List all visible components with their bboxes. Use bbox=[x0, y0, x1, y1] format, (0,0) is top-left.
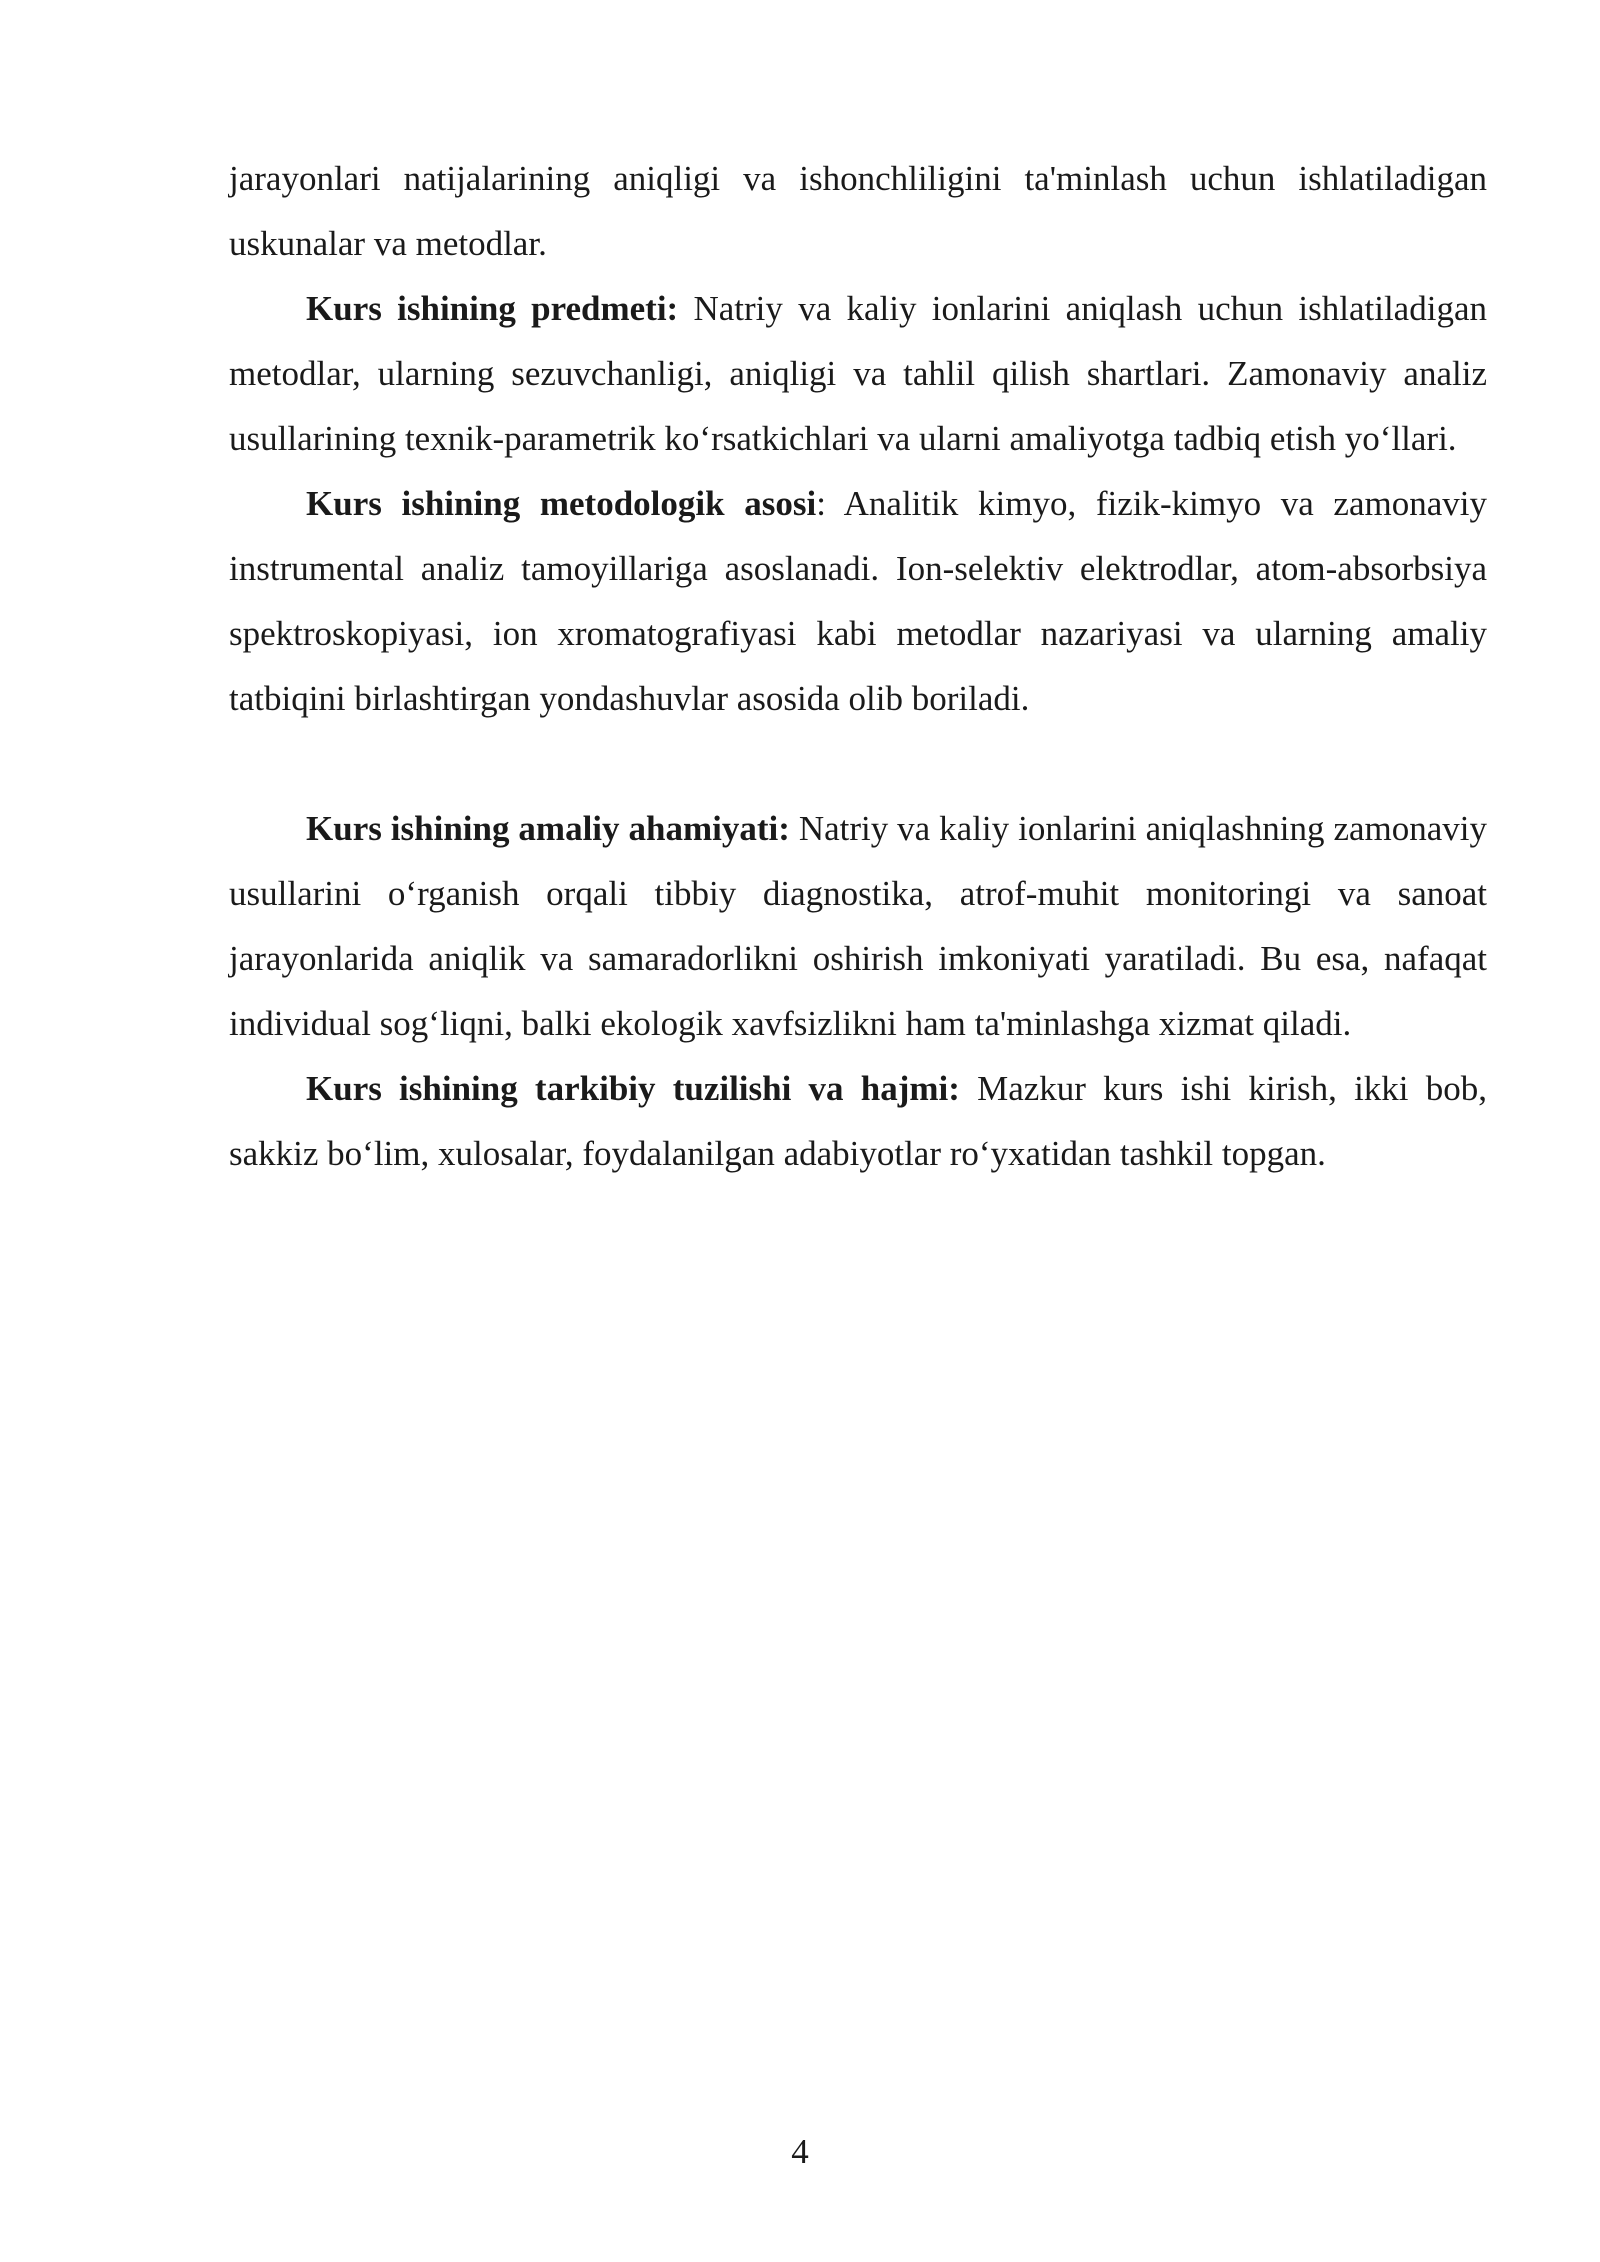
paragraph-text: : Analitik kimyo, fizik-kimyo va zamonaviy instrumental analiz tamoyillariga asoslanadi. Ion-selektiv elektrodlar, atom-absorbsiya spektroskopiyasi, ion xromatografiyasi kabi metodlar nazariyasi va ularning amaliy tatbiqini birlashtirgan yondashuvlar asosida olib boriladi. bbox=[229, 484, 1487, 718]
paragraph-heading: Kurs ishining metodologik asosi bbox=[306, 484, 817, 523]
paragraph-text: Mazkur kurs ishi kirish, ikki bob, sakkiz bo‘lim, xulosalar, foydalanilgan adabiyotlar ro‘yxatidan tashkil topgan. bbox=[229, 1069, 1487, 1173]
paragraph-tarkibiy-tuzilishi bbox=[229, 1056, 1487, 1186]
paragraph-heading: Kurs ishining predmeti: bbox=[306, 289, 679, 328]
paragraph-text: jarayonlari natijalarining aniqligi va ishonchliligini ta'minlash uchun ishlatiladigan uskunalar va metodlar. bbox=[229, 159, 1487, 263]
paragraph-heading: Kurs ishining tarkibiy tuzilishi va hajmi: bbox=[306, 1069, 960, 1108]
paragraph-amaliy-ahamiyati bbox=[229, 796, 1487, 1056]
paragraph-predmeti bbox=[229, 276, 1487, 471]
paragraph-continuation bbox=[229, 146, 1487, 276]
paragraph-text: Natriy va kaliy ionlarini aniqlash uchun ishlatiladigan metodlar, ularning sezuvchanligi, aniqligi va tahlil qilish shartlari. Zamonaviy analiz usullarining texnik-parametrik ko‘rsatkichlari va ularni amaliyotga tadbiq etish yo‘llari. bbox=[229, 289, 1487, 458]
page-body bbox=[229, 146, 1487, 1186]
paragraph-metodologik-asosi bbox=[229, 471, 1487, 731]
page-number: 4 bbox=[791, 2132, 809, 2171]
paragraph-heading: Kurs ishining amaliy ahamiyati: bbox=[306, 809, 790, 848]
paragraph-text: Natriy va kaliy ionlarini aniqlashning zamonaviy usullarini o‘rganish orqali tibbiy diagnostika, atrof-muhit monitoringi va sanoat jarayonlarida aniqlik va samaradorlikni oshirish imkoniyati yaratiladi. Bu esa, nafaqat individual sog‘liqni, balki ekologik xavfsizlikni ham ta'minlashga xizmat qiladi. bbox=[229, 809, 1487, 1043]
